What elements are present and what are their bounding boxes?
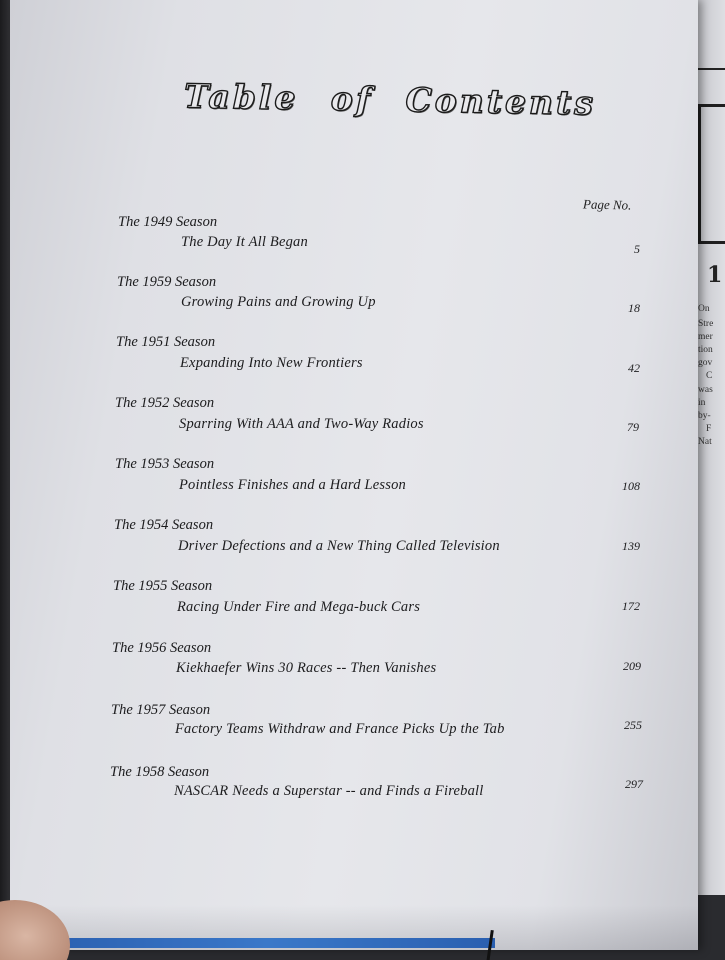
chapter-title: Expanding Into New Frontiers	[180, 355, 363, 371]
facing-page-text: mer	[698, 332, 713, 342]
season-label: The 1952 Season	[115, 395, 215, 411]
chapter-title: Factory Teams Withdraw and France Picks Up the Tab	[175, 721, 505, 737]
season-label: The 1949 Season	[118, 214, 218, 230]
page-number: 172	[622, 599, 640, 613]
facing-page-text: in	[698, 398, 706, 408]
chapter-title: Racing Under Fire and Mega-buck Cars	[177, 599, 421, 615]
season-label: The 1954 Season	[114, 517, 214, 533]
season-label: The 1959 Season	[117, 274, 217, 290]
facing-page-text: On	[698, 304, 710, 314]
chapter-title: Kiekhaefer Wins 30 Races -- Then Vanishes	[176, 660, 437, 676]
season-label: The 1951 Season	[116, 334, 216, 350]
page-title: Table of Contents	[183, 76, 597, 123]
facing-page-text: by-	[698, 411, 711, 421]
season-label: The 1957 Season	[111, 702, 211, 718]
chapter-title: Sparring With AAA and Two-Way Radios	[179, 416, 424, 432]
chapter-title: The Day It All Began	[181, 234, 308, 250]
facing-page-text: Nat	[698, 437, 712, 447]
facing-page-text: C	[706, 371, 713, 381]
chapter-title: NASCAR Needs a Superstar -- and Finds a Fireball	[174, 783, 484, 799]
chapter-title: Growing Pains and Growing Up	[181, 294, 376, 310]
page-number: 297	[625, 777, 643, 791]
season-label: The 1953 Season	[115, 456, 215, 472]
page-number: 209	[623, 659, 641, 673]
page-number: 108	[622, 479, 640, 493]
page-number: 42	[628, 361, 640, 375]
page-number: 79	[627, 420, 639, 434]
chapter-title: Driver Defections and a New Thing Called Television	[178, 538, 500, 554]
page-number: 139	[622, 539, 640, 553]
page-number: 5	[634, 242, 640, 256]
facing-page-text: was	[698, 385, 713, 395]
facing-page-text: gov	[698, 358, 713, 368]
page-number: 255	[624, 718, 642, 732]
page-number: 18	[628, 301, 640, 315]
season-label: The 1956 Season	[112, 640, 212, 656]
facing-page-chapter-number: 1	[707, 262, 723, 288]
facing-page-text: tion	[698, 345, 713, 355]
facing-page-text: F	[706, 424, 712, 434]
page-number-header: Page No.	[582, 196, 632, 213]
facing-page-text: Stre	[698, 319, 714, 329]
season-label: The 1958 Season	[110, 764, 210, 780]
chapter-title: Pointless Finishes and a Hard Lesson	[179, 477, 406, 493]
season-label: The 1955 Season	[113, 578, 213, 594]
